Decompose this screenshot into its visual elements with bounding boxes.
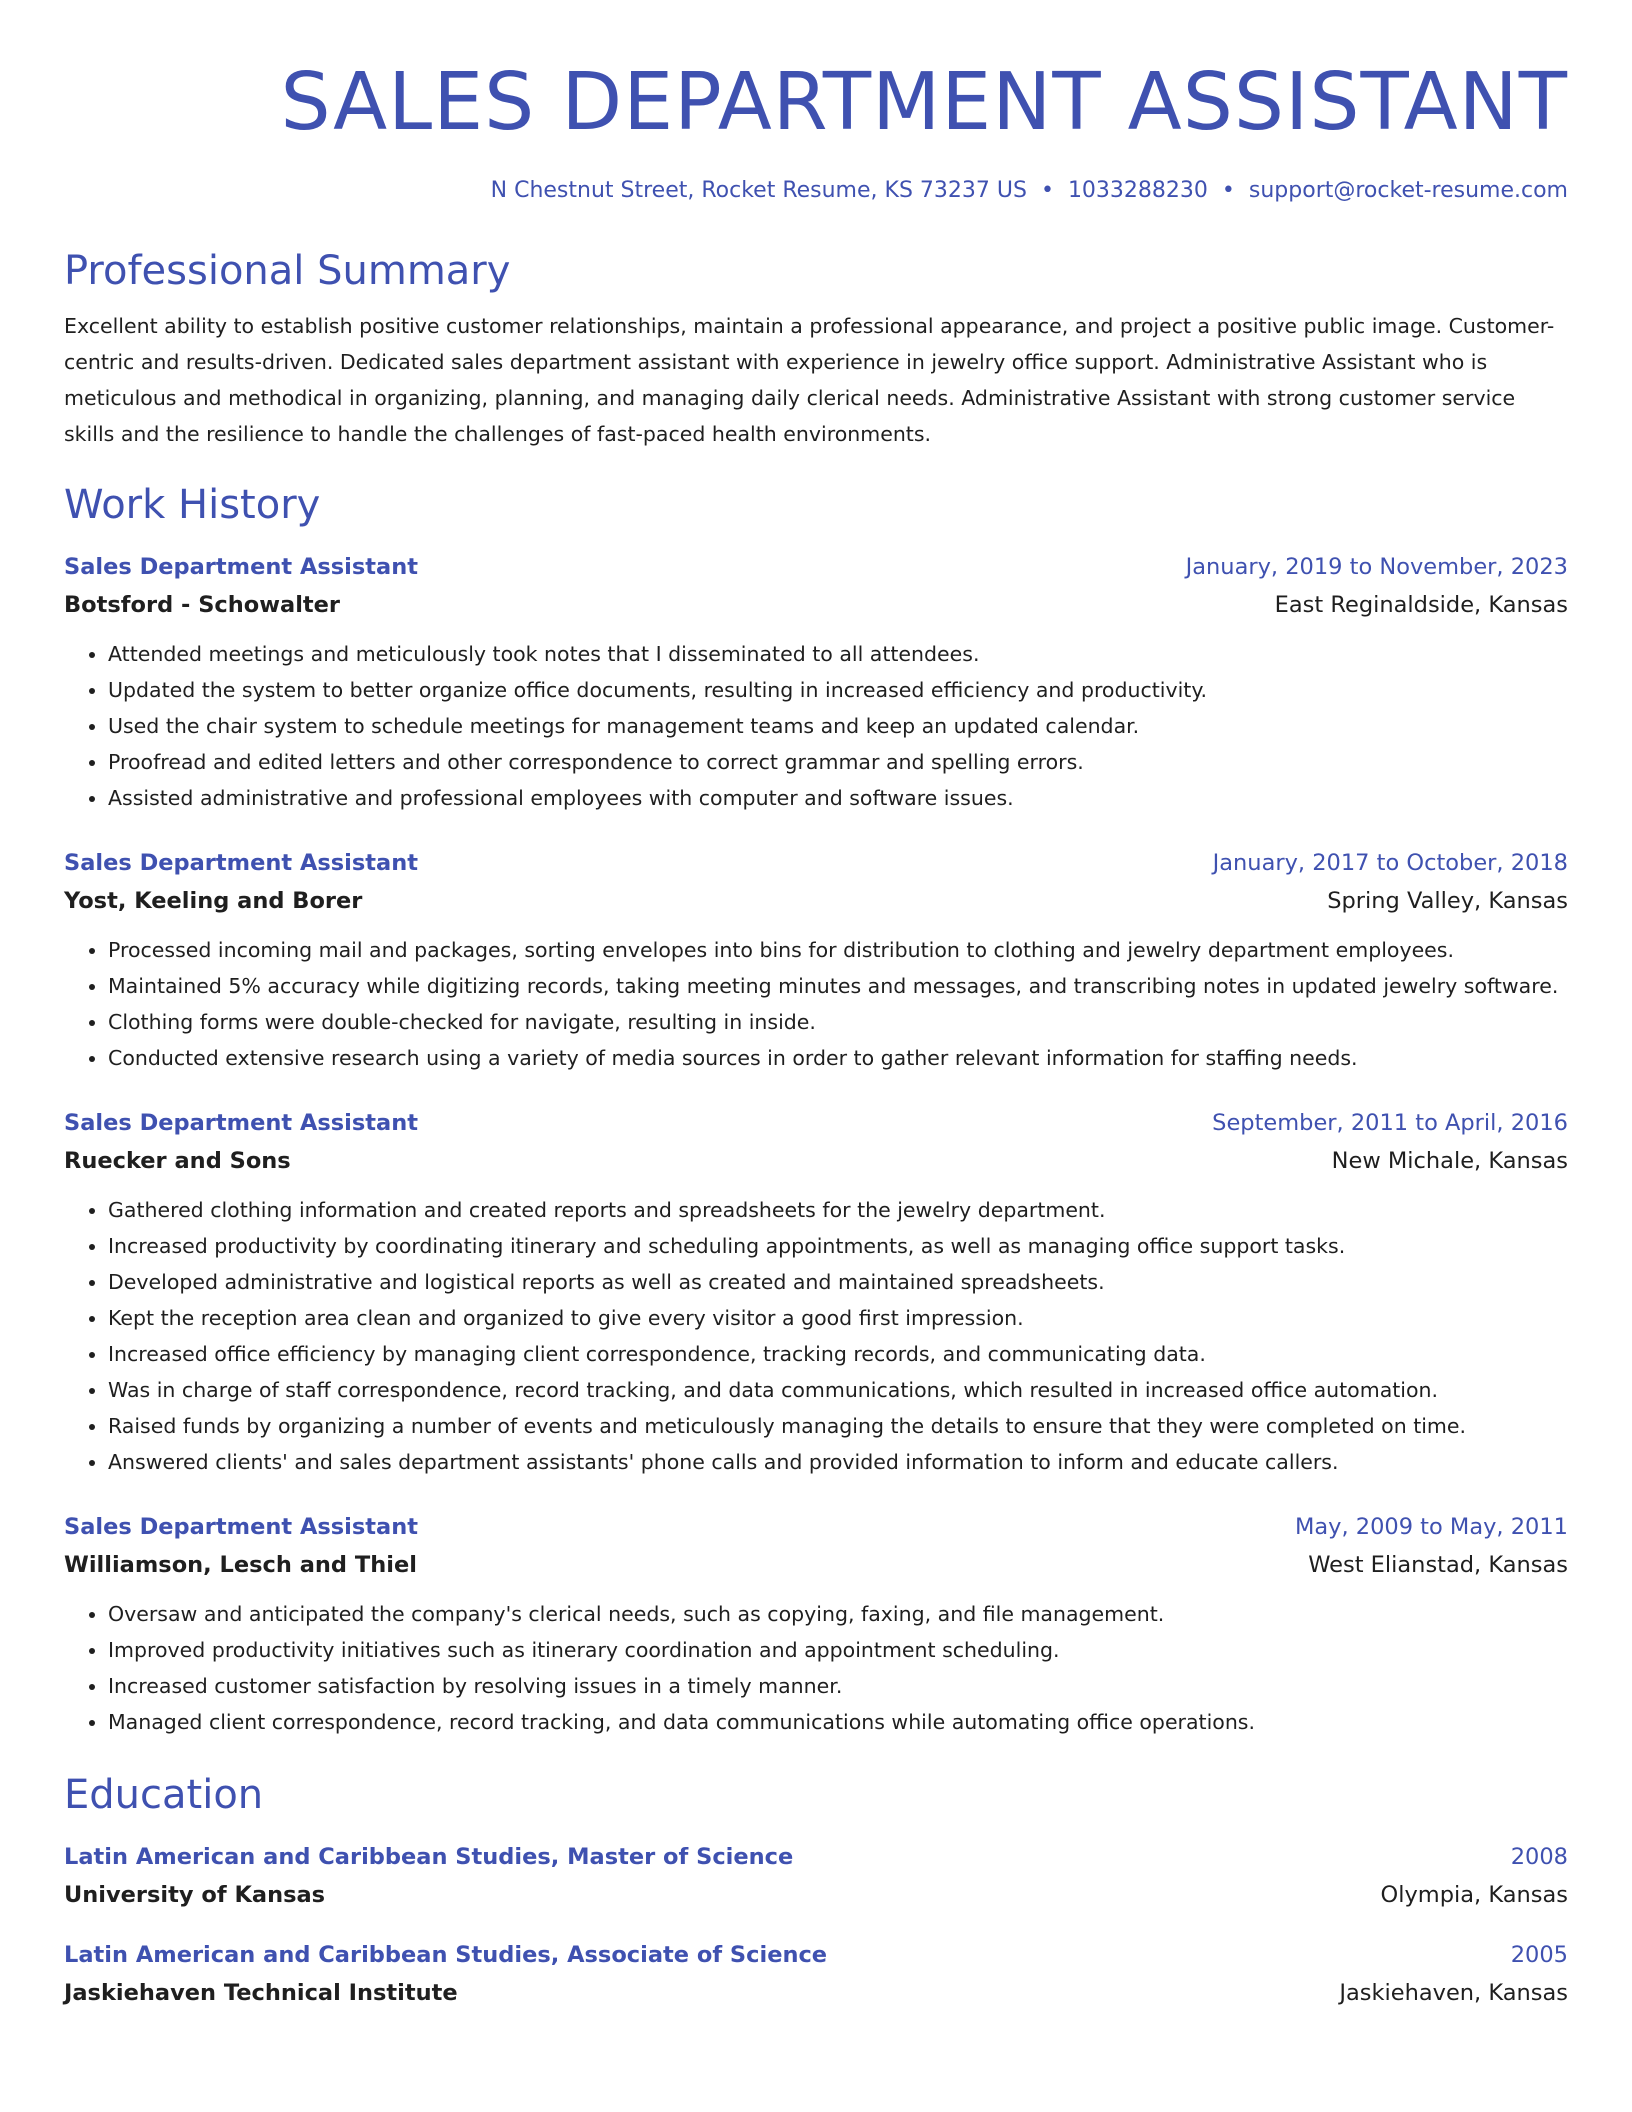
contact-line <box>64 176 1568 206</box>
job-entry <box>64 1108 1568 1480</box>
candidate-title: SALES DEPARTMENT ASSISTANT <box>280 56 1568 148</box>
job-dates: January, 2019 to November, 2023 <box>1185 554 1568 580</box>
job-header-row <box>64 1108 1568 1138</box>
job-role: Sales Department Assistant <box>64 1514 418 1540</box>
job-location: New Michale, Kansas <box>1331 1148 1568 1174</box>
job-bullet: • Increased customer satisfaction by resolving issues in a timely manner. <box>108 1668 1568 1704</box>
education-header-row <box>64 1940 1568 1970</box>
job-role: Sales Department Assistant <box>64 850 418 876</box>
job-location: Spring Valley, Kansas <box>1327 888 1568 914</box>
job-bullet: • Kept the reception area clean and organized to give every visitor a good first impression. <box>108 1300 1568 1336</box>
job-dates: May, 2009 to May, 2011 <box>1294 1514 1568 1540</box>
job-bullets <box>64 636 1568 816</box>
job-bullet: • Used the chair system to schedule meetings for management teams and keep an updated calendar. <box>108 708 1568 744</box>
education-school: Jaskiehaven Technical Institute <box>64 1980 458 2006</box>
job-location: West Elianstad, Kansas <box>1308 1552 1568 1578</box>
education-entry <box>64 1940 1568 2008</box>
job-bullet: • Processed incoming mail and packages, sorting envelopes into bins for distribution to clothing and jewelry department employees. <box>108 932 1568 968</box>
job-dates: September, 2011 to April, 2016 <box>1212 1110 1568 1136</box>
job-bullets <box>64 1192 1568 1480</box>
job-dates: January, 2017 to October, 2018 <box>1212 850 1568 876</box>
education-school: University of Kansas <box>64 1882 326 1908</box>
education-heading: Education <box>64 1772 264 1818</box>
job-bullet: • Developed administrative and logistical reports as well as created and maintained spreadsheets. <box>108 1264 1568 1300</box>
summary-heading: Professional Summary <box>64 248 511 294</box>
job-bullet: • Assisted administrative and professional employees with computer and software issues. <box>108 780 1568 816</box>
education-location: Jaskiehaven, Kansas <box>1339 1980 1568 2006</box>
job-company: Ruecker and Sons <box>64 1148 291 1174</box>
job-bullet: • Gathered clothing information and created reports and spreadsheets for the jewelry department. <box>108 1192 1568 1228</box>
job-bullet: • Was in charge of staff correspondence, record tracking, and data communications, which resulted in increased office automation. <box>108 1372 1568 1408</box>
education-degree: Latin American and Caribbean Studies, Master of Science <box>64 1844 794 1870</box>
job-company-row <box>64 1146 1568 1176</box>
resume-header <box>64 0 1568 206</box>
job-bullets <box>64 1596 1568 1740</box>
job-role: Sales Department Assistant <box>64 1110 418 1136</box>
job-company: Williamson, Lesch and Thiel <box>64 1552 417 1578</box>
education-degree: Latin American and Caribbean Studies, Associate of Science <box>64 1942 828 1968</box>
job-header-row <box>64 552 1568 582</box>
job-company-row <box>64 1550 1568 1580</box>
job-bullet: • Attended meetings and meticulously took notes that I disseminated to all attendees. <box>108 636 1568 672</box>
job-bullet: • Raised funds by organizing a number of events and meticulously managing the details to ensure that they were completed on time. <box>108 1408 1568 1444</box>
job-bullet: • Increased office efficiency by managing client correspondence, tracking records, and communicating data. <box>108 1336 1568 1372</box>
education-school-row <box>64 1978 1568 2008</box>
education-header-row <box>64 1842 1568 1872</box>
job-company: Yost, Keeling and Borer <box>64 888 363 914</box>
job-bullets <box>64 932 1568 1076</box>
education-year: 2005 <box>1510 1942 1568 1968</box>
education-year: 2008 <box>1510 1844 1568 1870</box>
job-bullet: • Clothing forms were double-checked for navigate, resulting in inside. <box>108 1004 1568 1040</box>
job-entry <box>64 848 1568 1076</box>
job-location: East Reginaldside, Kansas <box>1274 592 1568 618</box>
job-company: Botsford - Schowalter <box>64 592 341 618</box>
job-header-row <box>64 1512 1568 1542</box>
work-history-heading: Work History <box>64 482 321 528</box>
contact-email: support@rocket-resume.com <box>1248 178 1568 203</box>
job-entry <box>64 552 1568 816</box>
job-bullet: • Updated the system to better organize office documents, resulting in increased efficiency and productivity. <box>108 672 1568 708</box>
job-bullet: • Oversaw and anticipated the company's clerical needs, such as copying, faxing, and file management. <box>108 1596 1568 1632</box>
job-company-row <box>64 590 1568 620</box>
job-company-row <box>64 886 1568 916</box>
education-school-row <box>64 1880 1568 1910</box>
job-bullet: • Conducted extensive research using a variety of media sources in order to gather relevant information for staffing needs. <box>108 1040 1568 1076</box>
job-bullet: • Maintained 5% accuracy while digitizing records, taking meeting minutes and messages, and transcribing notes in updated jewelry software. <box>108 968 1568 1004</box>
contact-separator: • <box>1040 178 1054 203</box>
job-header-row <box>64 848 1568 878</box>
job-bullet: • Managed client correspondence, record tracking, and data communications while automating office operations. <box>108 1704 1568 1740</box>
job-bullet: • Increased productivity by coordinating itinerary and scheduling appointments, as well as managing office support tasks. <box>108 1228 1568 1264</box>
education-entry <box>64 1842 1568 1910</box>
job-entry <box>64 1512 1568 1740</box>
education-location: Olympia, Kansas <box>1380 1882 1568 1908</box>
job-bullet: • Improved productivity initiatives such as itinerary coordination and appointment scheduling. <box>108 1632 1568 1668</box>
job-role: Sales Department Assistant <box>64 554 418 580</box>
contact-separator: • <box>1221 178 1235 203</box>
job-bullet: • Answered clients' and sales department assistants' phone calls and provided information to inform and educate callers. <box>108 1444 1568 1480</box>
job-bullet: • Proofread and edited letters and other correspondence to correct grammar and spelling errors. <box>108 744 1568 780</box>
contact-address: N Chestnut Street, Rocket Resume, KS 73237 US <box>490 178 1027 203</box>
summary-text: Excellent ability to establish positive customer relationships, maintain a professional appearance, and project a positive public image. Customer-centric and results-driven. Dedicated sales department assistant with experience in jewelry office support. Administrative Assistant who is meticulous and methodical in organizing, planning, and managing daily clerical needs. Administrative Assistant with strong customer service skills and the resilience to handle the challenges of fast-paced health environments. <box>64 314 1555 446</box>
contact-phone: 1033288230 <box>1067 178 1208 203</box>
